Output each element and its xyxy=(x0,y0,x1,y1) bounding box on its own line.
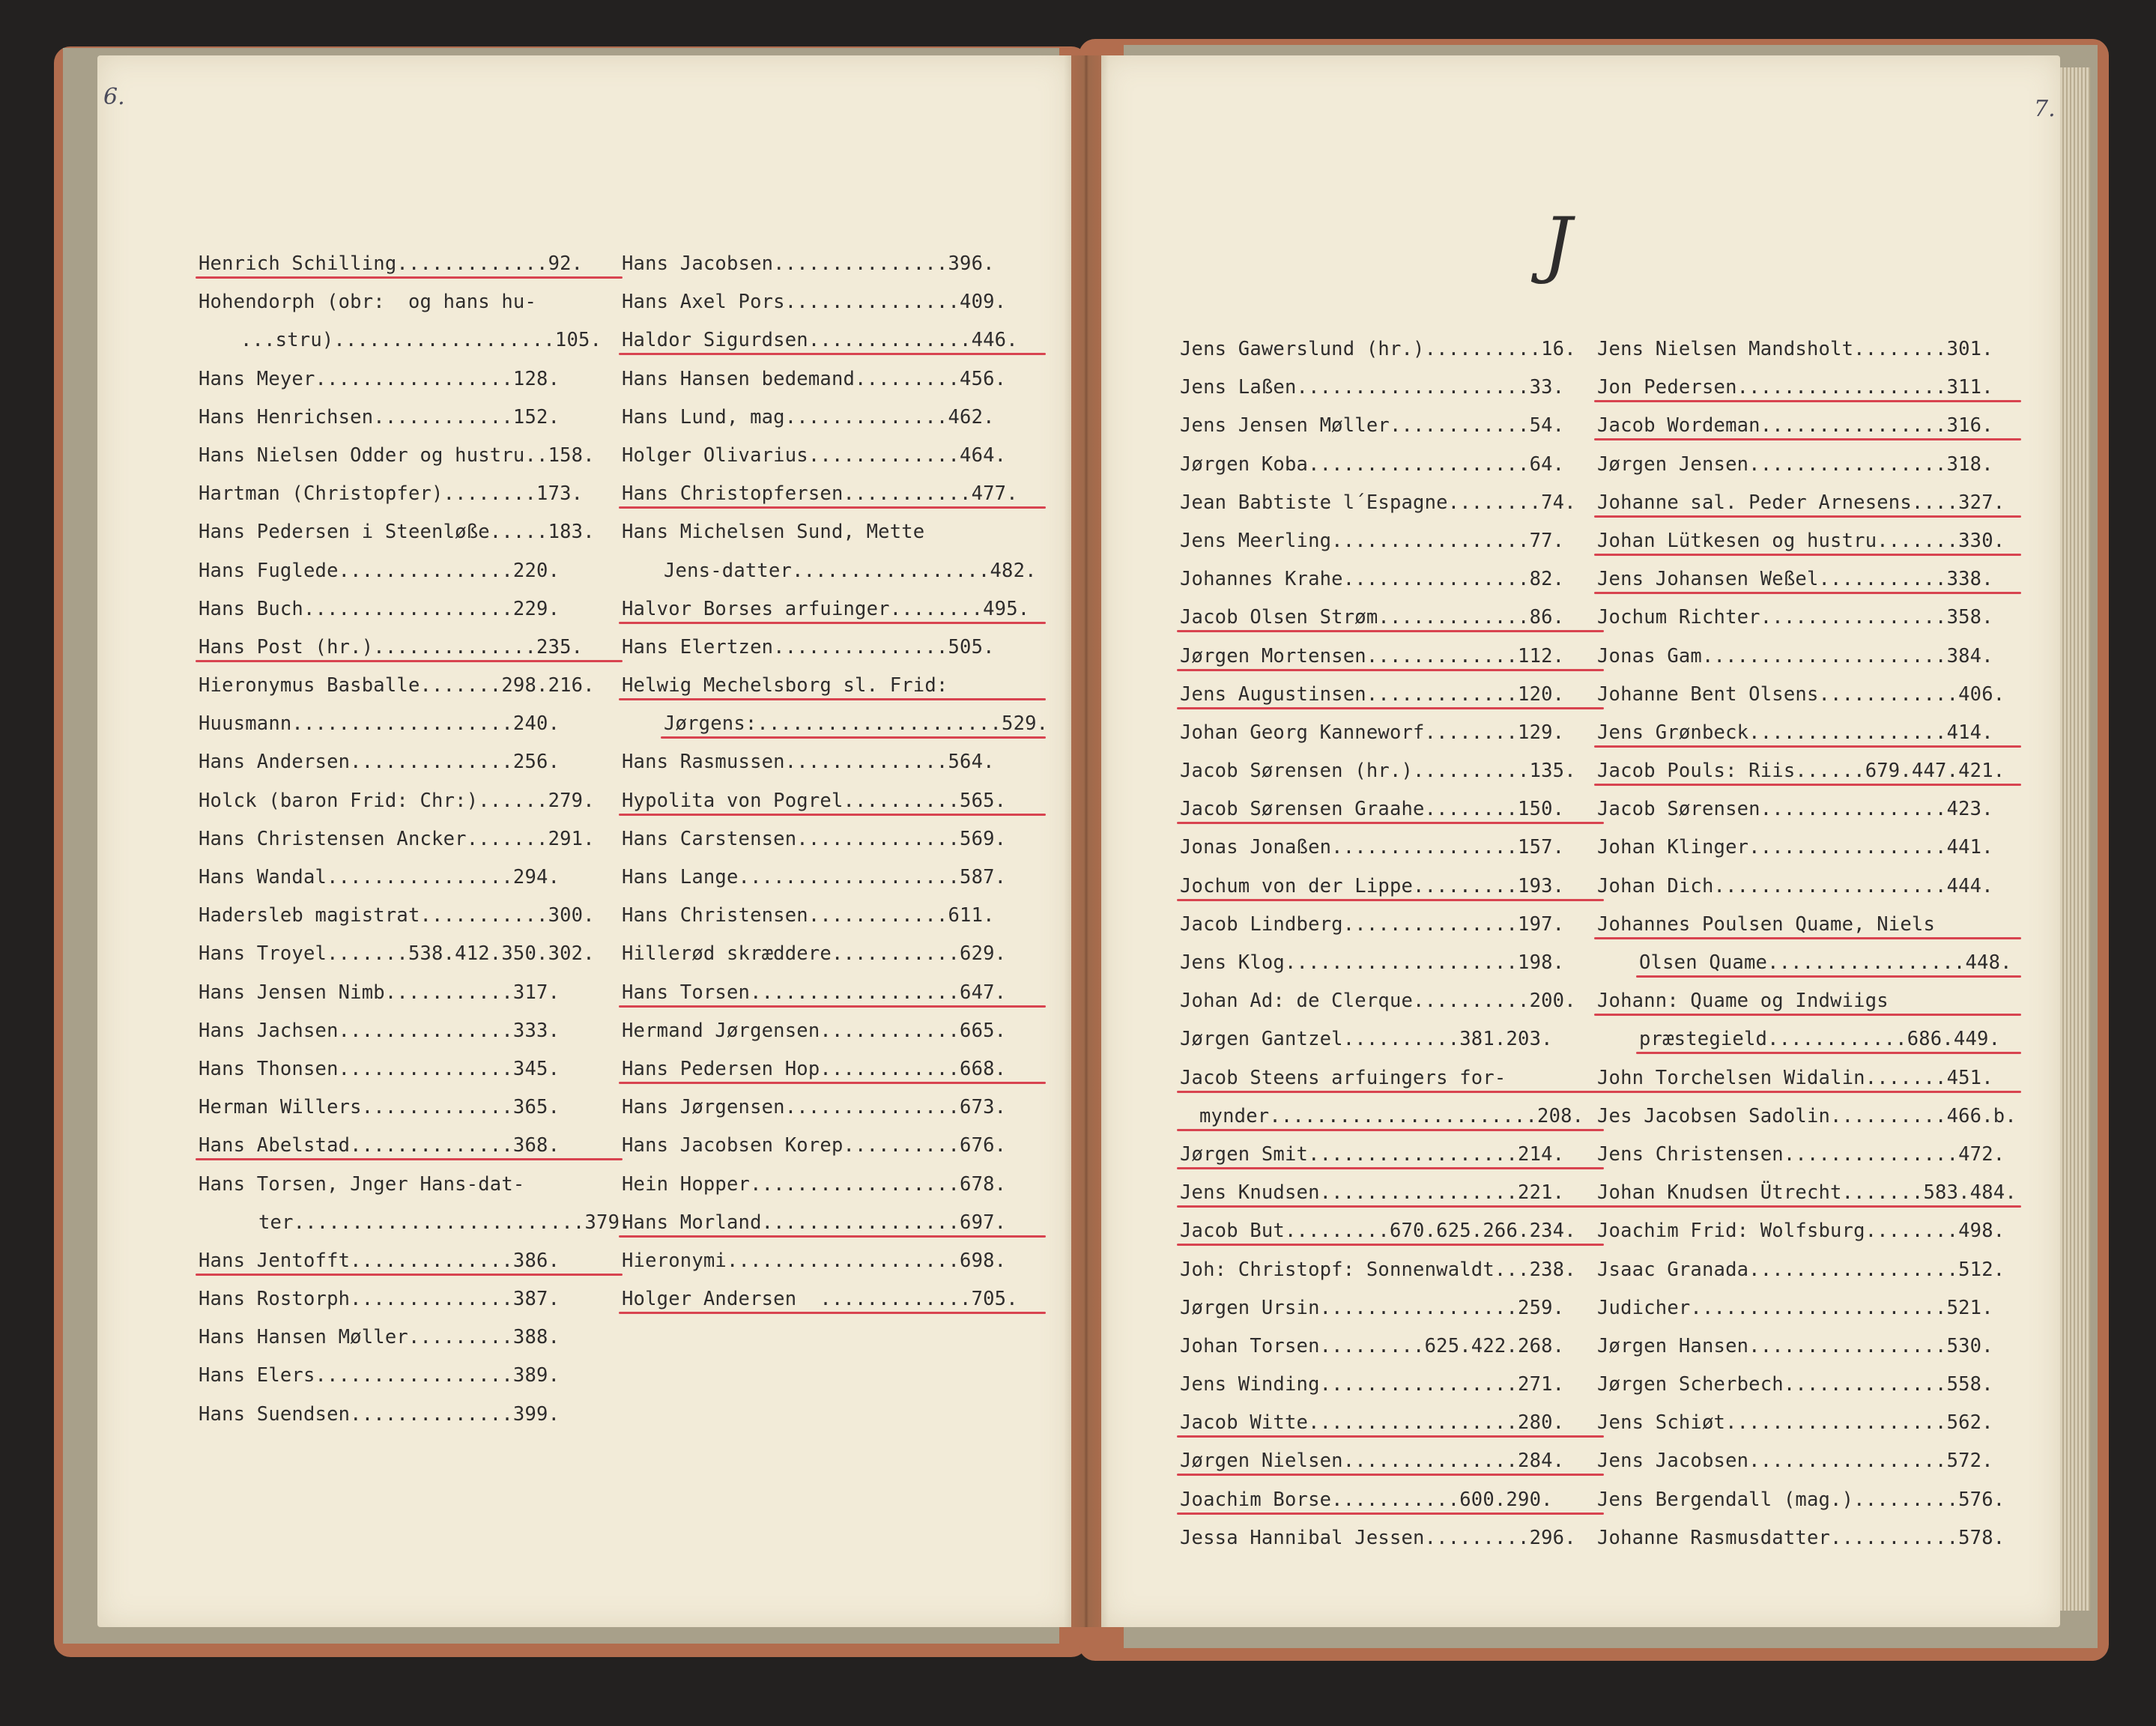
entry-text: præstegield............686.449. xyxy=(1639,1028,2001,1051)
entry-text: Johannes Poulsen Quame, Niels xyxy=(1597,912,1936,936)
entry-text: Hans Jachsen...............333. xyxy=(199,1019,560,1042)
entry-text: Jacob Pouls: Riis......679.447.421. xyxy=(1597,760,2005,783)
entry-text: Jørgen Hansen.................530. xyxy=(1597,1334,1993,1357)
book-gutter xyxy=(1064,55,1109,1627)
entry-text: Jens Meerling.................77. xyxy=(1180,529,1565,552)
entry-text: Jacob Steens arfuingers for- xyxy=(1180,1066,1507,1089)
entry-text: Jens Christensen...............472. xyxy=(1597,1142,2005,1166)
entry-text: Jsaac Granada..................512. xyxy=(1597,1258,2005,1281)
entry-text: Jens Laßen....................33. xyxy=(1180,376,1565,399)
entry-text: Jacob Olsen Strøm.............86. xyxy=(1180,606,1565,629)
entry-text: Jochum Richter................358. xyxy=(1597,606,1993,629)
entry-text: mynder.......................208. xyxy=(1199,1104,1584,1127)
entry-text: Hans Troyel.......538.412.350.302. xyxy=(199,942,595,966)
entry-text: Herman Willers.............365. xyxy=(199,1096,560,1119)
entry-text: Jørgen Koba...................64. xyxy=(1180,452,1565,476)
entry-text: Hans Rostorph..............387. xyxy=(199,1288,560,1311)
entry-text: Hans Pedersen i Steenløße.....183. xyxy=(199,521,595,544)
entry-text: Jacob Sørensen (hr.)..........135. xyxy=(1180,760,1576,783)
entry-text: ter.........................379. xyxy=(258,1211,632,1234)
entry-text: Hohendorph (obr: og hans hu- xyxy=(199,291,537,314)
entry-text: Hadersleb magistrat...........300. xyxy=(199,904,595,927)
entry-text: Jens Winding.................271. xyxy=(1180,1373,1565,1396)
entry-text: Jonas Jonaßen................157. xyxy=(1180,836,1565,859)
entry-text: Jes Jacobsen Sadolin..........466.b. xyxy=(1597,1104,2017,1127)
entry-text: Jacob Sørensen................423. xyxy=(1597,798,1993,821)
entry-text: Hans Henrichsen............152. xyxy=(199,405,560,429)
entry-text: Hans Jensen Nimb...........317. xyxy=(199,981,560,1004)
entry-text: Hans Jacobsen...............396. xyxy=(622,252,995,275)
entry-text: Hans Post (hr.)..............235. xyxy=(199,635,584,658)
entry-text: Hans Christensen Ancker.......291. xyxy=(199,827,595,850)
entry-text: Jens Schiøt...................562. xyxy=(1597,1411,1993,1435)
entry-text: Jørgen Jensen.................318. xyxy=(1597,452,1993,476)
entry-text: Jacob Witte..................280. xyxy=(1180,1411,1565,1435)
entry-text: Joachim Borse...........600.290. xyxy=(1180,1488,1553,1511)
entry-text: Hans Michelsen Sund, Mette xyxy=(622,521,925,544)
left-page xyxy=(97,55,1071,1627)
entry-text: Johan Torsen.........625.422.268. xyxy=(1180,1334,1565,1357)
entry-text: Johan Ad: de Clerque..........200. xyxy=(1180,990,1576,1013)
entry-text: Jacob Lindberg...............197. xyxy=(1180,912,1565,936)
entry-text: Hans Jacobsen Korep..........676. xyxy=(622,1134,1007,1157)
entry-text: Johan Lütkesen og hustru.......330. xyxy=(1597,529,2005,552)
entry-text: Jørgen Ursin.................259. xyxy=(1180,1296,1565,1319)
entry-text: Johannes Krahe................82. xyxy=(1180,568,1565,591)
entry-text: Jørgen Gantzel..........381.203. xyxy=(1180,1028,1553,1051)
entry-text: Haldor Sigurdsen..............446. xyxy=(622,329,1018,352)
entry-text: Hartman (Christopfer)........173. xyxy=(199,482,584,506)
entry-text: Huusmann...................240. xyxy=(199,712,560,736)
entry-text: Hans Torsen, Jnger Hans-dat- xyxy=(199,1172,525,1196)
entry-text: Hans Suendsen..............399. xyxy=(199,1402,560,1426)
entry-text: Hans Carstensen..............569. xyxy=(622,827,1007,850)
entry-text: Johanne Rasmusdatter...........578. xyxy=(1597,1526,2005,1549)
entry-text: Hans Jørgensen...............673. xyxy=(622,1096,1007,1119)
right-page-number: 7. xyxy=(2034,96,2056,122)
entry-text: Johann: Quame og Indwiigs xyxy=(1597,990,1889,1013)
entry-text: Jens Grønbeck.................414. xyxy=(1597,721,1993,744)
entry-text: Jørgen Smit..................214. xyxy=(1180,1142,1565,1166)
entry-text: Holger Andersen .............705. xyxy=(622,1288,1018,1311)
entry-text: Johan Dich....................444. xyxy=(1597,874,1993,897)
entry-text: Jens Jensen Møller............54. xyxy=(1180,414,1565,437)
entry-text: Hieronymi....................698. xyxy=(622,1249,1007,1272)
entry-text: Joachim Frid: Wolfsburg........498. xyxy=(1597,1220,2005,1243)
entry-text: Hypolita von Pogrel..........565. xyxy=(622,789,1007,812)
entry-text: Jens Augustinsen.............120. xyxy=(1180,682,1565,706)
entry-text: Hans Torsen..................647. xyxy=(622,981,1007,1004)
entry-text: Hans Abelstad..............368. xyxy=(199,1134,560,1157)
entry-text: Hans Buch..................229. xyxy=(199,597,560,620)
entry-text: Hans Andersen..............256. xyxy=(199,751,560,774)
left-page-number: 6. xyxy=(103,84,125,110)
entry-text: Hermand Jørgensen............665. xyxy=(622,1019,1007,1042)
entry-text: Henrich Schilling.............92. xyxy=(199,252,584,275)
entry-text: Hans Jentofft..............386. xyxy=(199,1249,560,1272)
entry-text: Hans Wandal................294. xyxy=(199,866,560,888)
entry-text: Olsen Quame.................448. xyxy=(1639,951,2012,974)
entry-text: Holck (baron Frid: Chr:)......279. xyxy=(199,789,595,812)
entry-text: Hans Nielsen Odder og hustru..158. xyxy=(199,443,595,467)
entry-text: Hein Hopper..................678. xyxy=(622,1172,1007,1196)
entry-text: Jens Johansen Weßel...........338. xyxy=(1597,568,1993,591)
entry-text: Jens Gawerslund (hr.)..........16. xyxy=(1180,338,1576,360)
entry-text: Hieronymus Basballe.......298.216. xyxy=(199,674,595,697)
entry-text: Jens Nielsen Mandsholt........301. xyxy=(1597,338,1993,360)
entry-text: Jens-datter.................482. xyxy=(664,559,1037,582)
entry-text: Johan Klinger.................441. xyxy=(1597,836,1993,859)
entry-text: Hans Lund, mag..............462. xyxy=(622,405,995,429)
entry-text: Jonas Gam.....................384. xyxy=(1597,644,1993,667)
entry-text: Hans Thonsen...............345. xyxy=(199,1057,560,1080)
entry-text: Hans Pedersen Hop............668. xyxy=(622,1057,1007,1080)
entry-text: Hans Christensen............611. xyxy=(622,904,995,927)
entry-text: Hans Hansen Møller.........388. xyxy=(199,1326,560,1349)
entry-text: Joh: Christopf: Sonnenwaldt...238. xyxy=(1180,1258,1576,1281)
entry-text: Helwig Mechelsborg sl. Frid: xyxy=(622,674,948,697)
entry-text: Jacob Sørensen Graahe........150. xyxy=(1180,798,1565,821)
entry-text: Halvor Borses arfuinger........495. xyxy=(622,597,1030,620)
entry-text: Johan Georg Kanneworf........129. xyxy=(1180,721,1565,744)
entry-text: Jacob But.........670.625.266.234. xyxy=(1180,1220,1576,1243)
entry-text: Jon Pedersen..................311. xyxy=(1597,376,1993,399)
entry-text: Hans Axel Pors...............409. xyxy=(622,291,1007,314)
entry-text: ...stru)...................105. xyxy=(240,329,602,352)
entry-text: Hans Christopfersen...........477. xyxy=(622,482,1018,506)
entry-text: Jørgen Scherbech..............558. xyxy=(1597,1373,1993,1396)
entry-text: Jens Knudsen.................221. xyxy=(1180,1181,1565,1205)
entry-text: Johan Knudsen Ütrecht.......583.484. xyxy=(1597,1181,2017,1205)
entry-text: Jørgen Nielsen...............284. xyxy=(1180,1450,1565,1473)
entry-text: Holger Olivarius.............464. xyxy=(622,443,1007,467)
entry-text: Jochum von der Lippe.........193. xyxy=(1180,874,1565,897)
entry-text: Johanne sal. Peder Arnesens....327. xyxy=(1597,491,2005,514)
entry-text: Hans Morland.................697. xyxy=(622,1211,1007,1234)
entry-text: Jean Babtiste l´Espagne........74. xyxy=(1180,491,1576,514)
entry-text: Judicher......................521. xyxy=(1597,1296,1993,1319)
entry-text: Jørgen Mortensen.............112. xyxy=(1180,644,1565,667)
entry-text: Hans Meyer.................128. xyxy=(199,367,560,390)
entry-text: Jessa Hannibal Jessen.........296. xyxy=(1180,1526,1576,1549)
right-page xyxy=(1101,55,2060,1627)
entry-text: Hans Fuglede...............220. xyxy=(199,559,560,582)
entry-text: Hans Lange...................587. xyxy=(622,866,1007,888)
entry-text: John Torchelsen Widalin.......451. xyxy=(1597,1066,1993,1089)
entry-text: Jørgens:.....................529. xyxy=(664,712,1049,736)
entry-text: Johanne Bent Olsens............406. xyxy=(1597,682,2005,706)
entry-text: Hans Elers.................389. xyxy=(199,1364,560,1387)
entry-text: Hans Hansen bedemand.........456. xyxy=(622,367,1007,390)
entry-text: Hans Rasmussen..............564. xyxy=(622,751,995,774)
page-edges xyxy=(2060,67,2090,1611)
section-letter: J xyxy=(1543,202,1572,286)
entry-text: Jens Bergendall (mag.).........576. xyxy=(1597,1488,2005,1511)
entry-text: Hans Elertzen...............505. xyxy=(622,635,995,658)
entry-text: Jacob Wordeman................316. xyxy=(1597,414,1993,437)
entry-text: Hillerød skræddere...........629. xyxy=(622,942,1007,966)
entry-text: Jens Jacobsen.................572. xyxy=(1597,1450,1993,1473)
entry-text: Jens Klog....................198. xyxy=(1180,951,1565,974)
